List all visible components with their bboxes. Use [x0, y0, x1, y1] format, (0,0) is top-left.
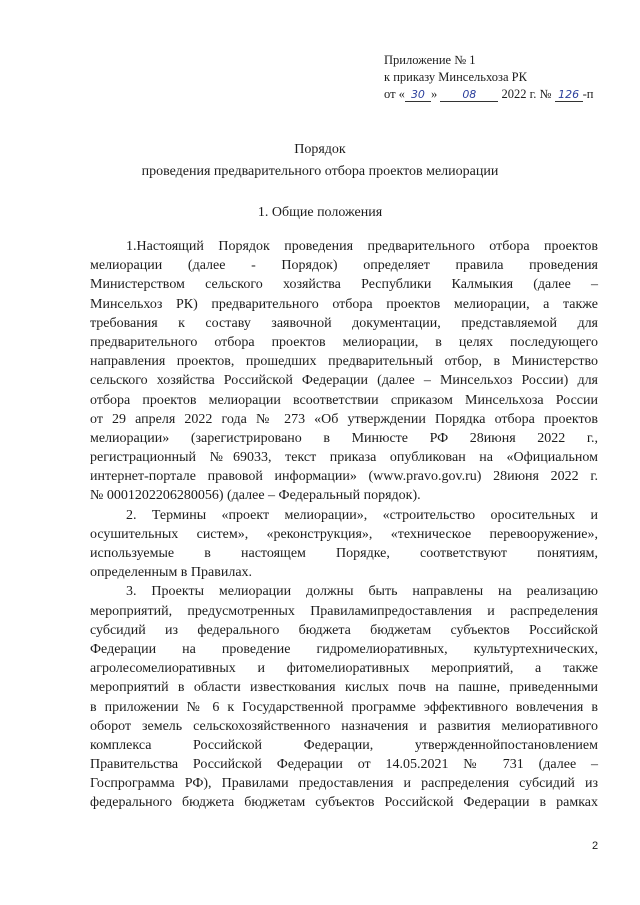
body-line: Минсельхоз РК) предварительного отбора проектов мелиорации, а также — [90, 296, 598, 312]
body-line: мероприятий в области известкования кислых почв на пашне, приведенными — [90, 680, 598, 696]
handwritten-month: 08 — [440, 88, 498, 102]
body-line: 1.Настоящий Порядок проведения предварительного отбора проектов — [126, 239, 598, 254]
section-heading: 1. Общие положения — [257, 205, 383, 220]
body-line: Правительства Российской Федерации от 14.05.2021 № 731 (далее – — [90, 757, 598, 773]
handwritten-order-number: 126 — [555, 88, 583, 102]
document-body — [90, 237, 598, 813]
body-line: мелиорации» (зарегистрировано в Минюсте РФ 28июня 2022 г., — [90, 430, 598, 446]
appendix-title: Приложение № 1 — [384, 53, 476, 67]
appendix-order-ref: к приказу Минсельхоза РК — [384, 70, 527, 84]
body-line: агролесомелиоративных и фитомелиоративных мероприятий, а также — [90, 661, 598, 677]
page-number: 2 — [592, 840, 599, 852]
handwritten-day: 30 — [405, 88, 431, 102]
body-line: Министерством сельского хозяйства Республики Калмыкия (далее – — [90, 277, 598, 293]
date-prefix: от « — [384, 87, 405, 101]
body-line: сельского хозяйства Российской Федерации (далее – Минсельхоз России) для — [90, 373, 598, 389]
body-line: интернет-портале правовой информации» (www.pravo.gov.ru) 28июня 2022 г. — [90, 469, 598, 485]
number-suffix: -п — [582, 87, 594, 101]
year-text: 2022 г. № — [501, 87, 552, 101]
body-line: комплекса Российской Федерации, утвержденнойпостановлением — [90, 737, 598, 753]
body-line: оборот земель сельскохозяйственного назначения и развития мелиоративного — [90, 718, 598, 734]
body-line: определенным в Правилах. — [90, 565, 253, 581]
body-line: мелиорации (далее - Порядок) определяет правила проведения — [90, 258, 598, 274]
body-line: 2. Термины «проект мелиорации», «строительство оросительных и — [126, 507, 598, 523]
body-line: Госпрограмма РФ), Правилами предоставления и распределения субсидий из — [90, 776, 598, 792]
body-line: федерального бюджета бюджетам субъектов Российской Федерации в рамках — [90, 795, 598, 811]
body-line: регистрационный №69033, текст приказа опубликован на «Официальном — [90, 450, 598, 466]
body-line: субсидий из федерального бюджета бюджетам субъектов Российской — [90, 622, 598, 638]
document-title: Порядок — [294, 142, 346, 157]
document-subtitle: проведения предварительного отбора проектов мелиорации — [141, 164, 499, 179]
body-line: осушительных систем», «реконструкция», «техническое перевооружение», — [90, 526, 598, 542]
body-line: направления проектов, прошедших предварительный отбор, в Министерство — [90, 354, 598, 370]
body-line: отбора проектов мелиорации всоответствии сприказом Минсельхоза России — [90, 392, 598, 408]
date-mid: » — [430, 87, 438, 101]
body-line: предварительного отбора проектов мелиорации, в целях последующего — [90, 334, 598, 350]
body-line: Федерации на проведение гидромелиоративных, культуртехнических, — [90, 641, 598, 657]
appendix-date-line — [384, 86, 614, 103]
body-line: мероприятий, предусмотренных Правиламипредоставления и распределения — [90, 603, 598, 619]
body-line: требования к составу заявочной документации, представляемой для — [90, 315, 598, 331]
body-line: в приложении № 6 к Государственной программе эффективного вовлечения в — [90, 699, 598, 715]
body-line: № 0001202206280056) (далее – Федеральный порядок). — [90, 488, 421, 504]
appendix-block — [384, 52, 614, 103]
body-line: 3. Проекты мелиорации должны быть направлены на реализацию — [126, 584, 598, 600]
body-line: от 29 апреля 2022 года № 273 «Об утверждении Порядка отбора проектов — [90, 411, 598, 427]
body-line: используемые в настоящем Порядке, соответствуют понятиям, — [90, 546, 598, 561]
